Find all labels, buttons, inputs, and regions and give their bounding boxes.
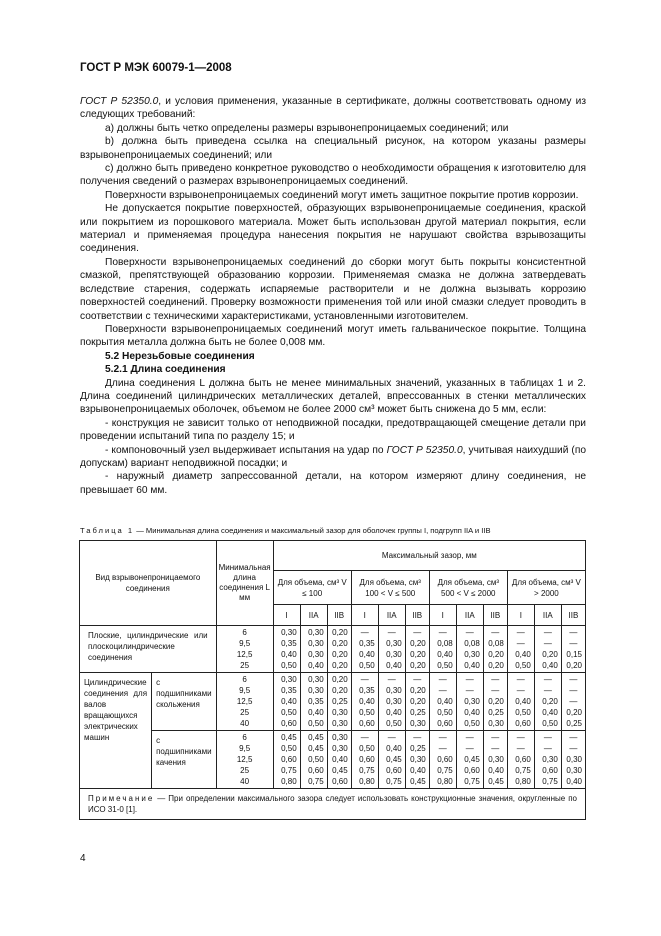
gap-value: —	[491, 744, 500, 753]
gap-value: 0,60	[281, 719, 297, 728]
gap-value: —	[569, 628, 578, 637]
gap-value: 0,45	[410, 777, 426, 786]
page-number: 4	[80, 853, 86, 864]
gap-cell	[483, 673, 507, 731]
gap-value: 0,50	[437, 661, 453, 670]
gap-value: 0,20	[566, 708, 582, 717]
gap-cell	[456, 731, 483, 789]
gap-cell	[351, 731, 378, 789]
gap-cell	[534, 673, 561, 731]
gap-value: 0,20	[332, 650, 348, 659]
length-value: 9,5	[239, 639, 251, 648]
gap-cell	[456, 673, 483, 731]
section-heading: 5.2 Нерезьбовые соединения	[105, 350, 255, 362]
header-volume-2: Для объема, см³ 100 < V ≤ 500	[351, 571, 429, 605]
gap-value: 0,80	[281, 777, 297, 786]
gap-value: 0,30	[308, 639, 324, 648]
gap-value: 0,30	[386, 650, 402, 659]
gap-cell	[327, 673, 351, 731]
gap-value: 0,80	[359, 777, 375, 786]
gap-value: —	[413, 628, 422, 637]
gap-cell	[300, 731, 327, 789]
gap-cell	[273, 673, 300, 731]
gap-value: —	[543, 639, 552, 648]
header-joint-type: Вид взрывонепроницаемого соединения	[80, 541, 217, 626]
paragraph-galvanic: Поверхности взрывонепроницаемых соединений могут иметь гальваническое покрытие. Толщина покрытия металла должна быть не более 0,008 мм.	[80, 323, 586, 349]
length-value: 40	[240, 777, 250, 786]
gap-value: —	[516, 686, 525, 695]
gap-cell	[300, 626, 327, 673]
gap-value: 0,30	[464, 697, 480, 706]
header-group: IIB	[405, 605, 429, 626]
gap-value: 0,50	[542, 719, 558, 728]
gap-value: —	[438, 733, 447, 742]
gap-value: 0,35	[281, 639, 297, 648]
gap-value: —	[569, 686, 578, 695]
gap-value: 0,40	[308, 661, 324, 670]
gap-value: 0,40	[386, 744, 402, 753]
length-cell	[216, 673, 273, 731]
gap-value: 0,45	[488, 777, 504, 786]
gap-cell	[273, 626, 300, 673]
length-value: 25	[240, 766, 250, 775]
gap-value: 0,50	[464, 719, 480, 728]
gap-value: 0,30	[566, 766, 582, 775]
gap-value: 0,40	[515, 650, 531, 659]
gap-value: —	[516, 639, 525, 648]
table-row	[80, 731, 586, 789]
gap-value: 0,30	[308, 675, 324, 684]
gap-value: —	[569, 697, 578, 706]
gap-value: —	[465, 675, 474, 684]
gap-value: —	[491, 675, 500, 684]
gap-value: 0,40	[542, 661, 558, 670]
gap-value: 0,60	[359, 719, 375, 728]
length-value: 6	[242, 733, 247, 742]
gap-table	[79, 540, 586, 820]
gap-value: 0,35	[359, 686, 375, 695]
length-value: 40	[240, 719, 250, 728]
gap-value: 0,45	[308, 744, 324, 753]
gap-value: 0,60	[464, 766, 480, 775]
intro-paragraph	[80, 95, 586, 122]
gap-cell	[378, 731, 405, 789]
header-group: IIB	[327, 605, 351, 626]
gap-value: 0,40	[566, 777, 582, 786]
gap-value: 0,45	[308, 733, 324, 742]
gap-cell	[327, 626, 351, 673]
gap-value: —	[569, 675, 578, 684]
gap-value: 0,30	[386, 697, 402, 706]
gap-value: 0,60	[515, 755, 531, 764]
gap-value: —	[360, 675, 369, 684]
gap-value: —	[413, 675, 422, 684]
gap-value: 0,50	[359, 744, 375, 753]
gap-value: 0,40	[437, 650, 453, 659]
gap-value: 0,30	[386, 639, 402, 648]
gap-value: 0,50	[281, 744, 297, 753]
gap-value: 0,40	[515, 697, 531, 706]
gap-cell	[483, 731, 507, 789]
header-min-length: Минимальная длина соединения L мм	[216, 541, 273, 626]
gap-value: 0,30	[332, 708, 348, 717]
table-row	[80, 673, 586, 731]
gap-value: —	[438, 744, 447, 753]
gap-value: —	[360, 733, 369, 742]
table-note	[80, 789, 586, 820]
gap-value: 0,40	[281, 697, 297, 706]
header-volume-3: Для объема, см³ 500 < V ≤ 2000	[429, 571, 507, 605]
gap-cell	[273, 731, 300, 789]
gap-value: —	[465, 733, 474, 742]
gap-value: 0,30	[308, 650, 324, 659]
list-item-c: с) должно быть приведено конкретное руководство о необходимости обращения к изготовителю для получения сведений о размерах взрывонепроницаемых соединений.	[80, 163, 586, 188]
gap-cell	[351, 626, 378, 673]
gap-value: —	[465, 744, 474, 753]
gap-value: 0,60	[332, 777, 348, 786]
header-group: IIB	[561, 605, 585, 626]
gap-value: 0,25	[410, 744, 426, 753]
gap-value: 0,75	[464, 777, 480, 786]
gap-value: 0,50	[308, 719, 324, 728]
standard-reference: ГОСТ Р 52350.0	[80, 96, 159, 107]
gap-value: 0,60	[542, 766, 558, 775]
gap-value: 0,30	[308, 628, 324, 637]
gap-value: 0,20	[542, 697, 558, 706]
header-volume-1: Для объема, см³ V ≤ 100	[273, 571, 351, 605]
gap-value: 0,40	[359, 650, 375, 659]
gap-value: 0,25	[332, 697, 348, 706]
gap-value: 0,40	[308, 708, 324, 717]
gap-value: 0,60	[437, 719, 453, 728]
document-header: ГОСТ Р МЭК 60079-1—2008	[80, 62, 232, 74]
row-label: с подшипниками качения	[152, 731, 217, 789]
gap-value: 0,40	[281, 650, 297, 659]
gap-value: —	[543, 733, 552, 742]
gap-value: 0,20	[488, 697, 504, 706]
header-group: I	[273, 605, 300, 626]
gap-value: 0,50	[515, 708, 531, 717]
gap-value: —	[543, 686, 552, 695]
gap-value: —	[543, 675, 552, 684]
gap-value: 0,20	[332, 675, 348, 684]
gap-value: 0,08	[488, 639, 504, 648]
gap-value: —	[465, 628, 474, 637]
bullet-text: - компоновочный узел выдерживает испытания на удар по	[105, 444, 387, 456]
gap-value: 0,50	[437, 708, 453, 717]
gap-cell	[429, 731, 456, 789]
header-volume-4: Для объема, см³ V > 2000	[507, 571, 585, 605]
gap-value: —	[491, 628, 500, 637]
length-value: 6	[242, 675, 247, 684]
table-caption-text: — Минимальная длина соединения и максимальный зазор для оболочек группы I, подгрупп IIA и IIB	[134, 526, 491, 535]
gap-value: —	[516, 744, 525, 753]
header-group: IIA	[456, 605, 483, 626]
length-cell	[216, 731, 273, 789]
bullet-item-2	[80, 444, 586, 471]
header-group: IIB	[483, 605, 507, 626]
gap-value: 0,50	[281, 661, 297, 670]
gap-value: 0,30	[281, 675, 297, 684]
paragraph-coating: Поверхности взрывонепроницаемых соединений могут иметь защитное покрытие против коррозии.	[105, 189, 579, 201]
length-value: 9,5	[239, 744, 251, 753]
paragraph-grease: Поверхности взрывонепроницаемых соединений до сборки могут быть покрыты консистентной смазкой, препятствующей образованию коррозии. Применяемая смазка не должна затвердевать вследствие старения, содержать испаряемые растворители и не должна вызывать коррозию поверхностей соединений. Проверку возможности применения той или иной смазки следует проводить в соответствии с техническими характеристиками, установленными изготовителем.	[80, 256, 586, 322]
gap-value: 0,40	[464, 708, 480, 717]
length-paragraph: Длина соединения L должна быть не менее минимальных значений, указанных в таблицах 1 и 2. Длина соединений цилиндрических металлических деталей, впрессованных в стенки металлических взрывонепроницаемых оболочек, объемом не более 2000 см³ может быть снижена до 5 мм, если:	[80, 377, 586, 416]
gap-value: 0,20	[332, 628, 348, 637]
gap-cell	[507, 626, 534, 673]
header-group: IIA	[378, 605, 405, 626]
gap-value: 0,08	[437, 639, 453, 648]
gap-cell	[300, 673, 327, 731]
gap-cell	[378, 673, 405, 731]
note-text: — При определении максимального зазора следует использовать конструкционные значения, округленные по ИСО 31-0 [1].	[88, 794, 577, 814]
gap-value: 0,60	[359, 755, 375, 764]
gap-cell	[507, 673, 534, 731]
gap-value: 0,35	[281, 686, 297, 695]
gap-value: 0,40	[488, 766, 504, 775]
gap-value: —	[569, 733, 578, 742]
gap-value: 0,45	[332, 766, 348, 775]
gap-value: 0,20	[542, 650, 558, 659]
gap-value: 0,60	[437, 755, 453, 764]
header-group: I	[351, 605, 378, 626]
gap-value: 0,20	[410, 686, 426, 695]
gap-value: —	[438, 686, 447, 695]
gap-value: 0,20	[488, 650, 504, 659]
gap-value: —	[516, 628, 525, 637]
gap-value: 0,50	[281, 708, 297, 717]
gap-cell	[534, 626, 561, 673]
length-value: 12,5	[236, 755, 253, 764]
gap-value: —	[438, 628, 447, 637]
gap-value: 0,60	[308, 766, 324, 775]
gap-value: 0,75	[386, 777, 402, 786]
gap-value: 0,20	[410, 650, 426, 659]
gap-value: 0,35	[359, 639, 375, 648]
gap-cell	[429, 673, 456, 731]
gap-value: —	[387, 628, 396, 637]
gap-cell	[561, 673, 585, 731]
gap-value: 0,20	[566, 661, 582, 670]
standard-reference: ГОСТ Р 52350.0	[386, 444, 463, 456]
gap-value: 0,80	[515, 777, 531, 786]
gap-value: —	[569, 639, 578, 648]
table-caption	[80, 526, 491, 535]
gap-value: 0,30	[488, 755, 504, 764]
row-label: с подшипниками скольжения	[152, 673, 217, 731]
gap-value: 0,40	[386, 708, 402, 717]
gap-value: 0,75	[515, 766, 531, 775]
table-caption-lead: Таблица 1	[80, 526, 135, 535]
header-max-gap: Максимальный зазор, мм	[273, 541, 585, 571]
gap-cell	[561, 626, 585, 673]
gap-value: 0,08	[464, 639, 480, 648]
gap-cell	[429, 626, 456, 673]
gap-value: 0,20	[332, 639, 348, 648]
gap-value: —	[387, 675, 396, 684]
header-group: IIA	[300, 605, 327, 626]
gap-value: 0,40	[359, 697, 375, 706]
intro-text: , и условия применения, указанные в сертификате, должны соответствовать одному из следующих требований:	[80, 96, 587, 121]
gap-cell	[378, 626, 405, 673]
header-group: IIA	[534, 605, 561, 626]
header-group: I	[429, 605, 456, 626]
gap-value: 0,30	[308, 686, 324, 695]
table-row	[80, 626, 586, 673]
gap-value: —	[360, 628, 369, 637]
gap-value: 0,50	[515, 661, 531, 670]
bullet-text: , учитывая наихудший (по допускам) вариант неподвижной посадки; и	[80, 444, 586, 469]
gap-value: —	[516, 675, 525, 684]
gap-value: 0,40	[437, 697, 453, 706]
row-label: Плоские, цилиндрические или плоскоцилиндрические соединения	[80, 626, 217, 673]
gap-cell	[456, 626, 483, 673]
length-value: 25	[240, 708, 250, 717]
bullet-item-1: - конструкция не зависит только от неподвижной посадки, предотвращающей смещение детали при проведении испытаний типа по разделу 15; и	[80, 417, 586, 443]
length-cell	[216, 626, 273, 673]
gap-value: 0,30	[386, 686, 402, 695]
gap-cell	[405, 626, 429, 673]
gap-cell	[405, 673, 429, 731]
subsection-heading: 5.2.1 Длина соединения	[105, 364, 226, 376]
gap-value: 0,15	[566, 650, 582, 659]
paragraph-paint: Не допускается покрытие поверхностей, образующих взрывонепроницаемые соединения, краской или покрытием из порошкового материала. Может быть использован другой материал покрытия, если материал и применяемая процедура нанесения покрытия не нарушают свойства взрывозащиты соединения.	[80, 203, 586, 255]
gap-value: 0,50	[359, 708, 375, 717]
gap-value: 0,75	[542, 777, 558, 786]
gap-value: 0,25	[410, 708, 426, 717]
gap-cell	[507, 731, 534, 789]
gap-value: 0,30	[464, 650, 480, 659]
note-lead: Примечание	[88, 794, 155, 803]
gap-cell	[405, 731, 429, 789]
length-value: 12,5	[236, 650, 253, 659]
gap-value: 0,45	[281, 733, 297, 742]
gap-value: 0,30	[281, 628, 297, 637]
gap-value: 0,60	[281, 755, 297, 764]
gap-value: 0,25	[566, 719, 582, 728]
gap-value: 0,30	[332, 719, 348, 728]
gap-value: —	[387, 733, 396, 742]
gap-value: 0,30	[332, 733, 348, 742]
gap-value: 0,30	[410, 755, 426, 764]
gap-value: 0,30	[332, 744, 348, 753]
gap-value: 0,50	[359, 661, 375, 670]
list-item-a: а) должны быть четко определены размеры взрывонепроницаемых соединений; или	[105, 122, 509, 134]
document-body	[80, 95, 586, 497]
gap-value: —	[438, 675, 447, 684]
length-value: 12,5	[236, 697, 253, 706]
gap-value: —	[465, 686, 474, 695]
gap-value: —	[491, 733, 500, 742]
gap-cell	[483, 626, 507, 673]
length-value: 25	[240, 661, 250, 670]
gap-cell	[561, 731, 585, 789]
gap-value: 0,35	[308, 697, 324, 706]
gap-cell	[327, 731, 351, 789]
gap-value: 0,40	[332, 755, 348, 764]
gap-value: 0,20	[488, 661, 504, 670]
gap-value: 0,75	[308, 777, 324, 786]
bullet-item-3: - наружный диаметр запрессованной детали, на котором измеряют длину соединения, не превышает 60 мм.	[80, 471, 586, 496]
list-item-b: b) должна быть приведена ссылка на специальный рисунок, на котором указаны размеры взрывонепроницаемых соединений; или	[80, 136, 586, 161]
gap-value: 0,40	[410, 766, 426, 775]
gap-value: 0,50	[308, 755, 324, 764]
gap-value: 0,20	[332, 661, 348, 670]
gap-value: 0,75	[281, 766, 297, 775]
header-group: I	[507, 605, 534, 626]
gap-value: 0,45	[464, 755, 480, 764]
gap-cell	[534, 731, 561, 789]
gap-value: 0,25	[488, 708, 504, 717]
gap-value: 0,20	[410, 639, 426, 648]
gap-value: 0,40	[386, 661, 402, 670]
gap-value: 0,45	[386, 755, 402, 764]
gap-value: 0,20	[332, 686, 348, 695]
gap-cell	[351, 673, 378, 731]
gap-value: 0,30	[542, 755, 558, 764]
gap-value: —	[569, 744, 578, 753]
gap-value: —	[413, 733, 422, 742]
gap-value: 0,40	[542, 708, 558, 717]
gap-value: 0,75	[437, 766, 453, 775]
gap-value: 0,60	[386, 766, 402, 775]
gap-value: 0,40	[464, 661, 480, 670]
gap-value: —	[491, 686, 500, 695]
gap-value: —	[516, 733, 525, 742]
length-value: 9,5	[239, 686, 251, 695]
gap-value: 0,20	[410, 661, 426, 670]
gap-value: 0,50	[386, 719, 402, 728]
gap-value: 0,80	[437, 777, 453, 786]
gap-value: —	[543, 628, 552, 637]
gap-value: —	[543, 744, 552, 753]
gap-value: 0,75	[359, 766, 375, 775]
gap-value: 0,30	[566, 755, 582, 764]
gap-value: 0,60	[515, 719, 531, 728]
gap-value: 0,30	[410, 719, 426, 728]
row-group-label: Цилиндрические соединения для валов вращающихся электрических машин	[80, 673, 152, 789]
gap-value: 0,20	[410, 697, 426, 706]
length-value: 6	[242, 628, 247, 637]
gap-value: 0,30	[488, 719, 504, 728]
